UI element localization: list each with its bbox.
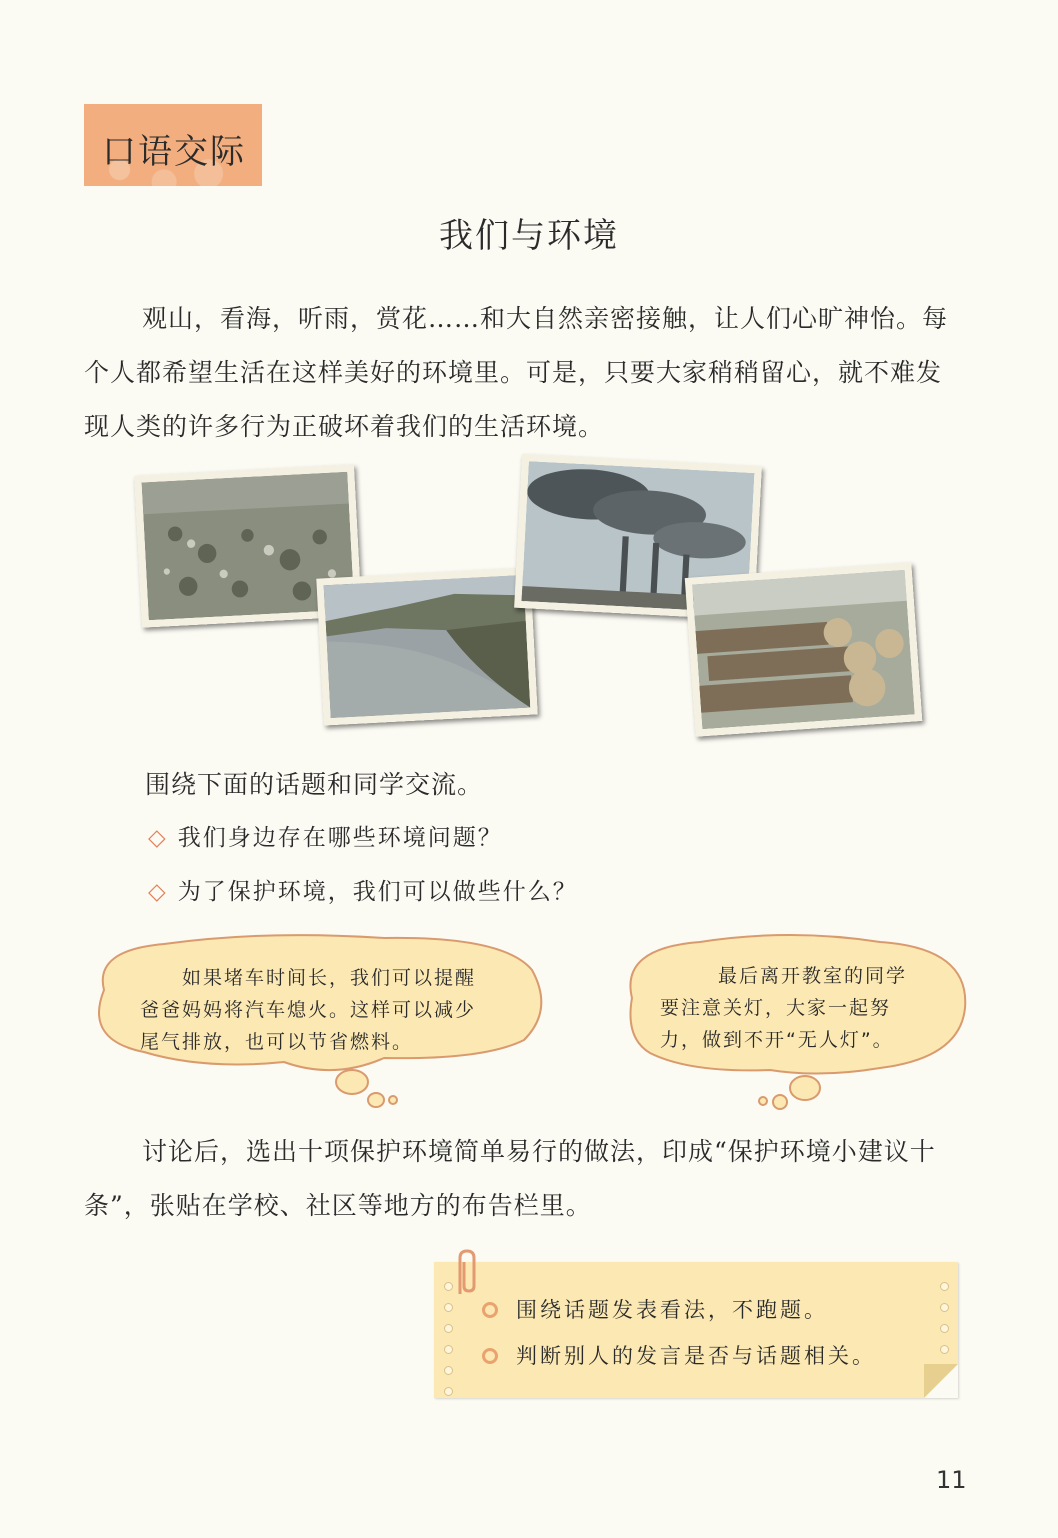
diamond-bullet-icon: ◇ — [148, 879, 168, 905]
photo-felled-logs — [685, 562, 923, 736]
circle-bullet-icon — [482, 1348, 498, 1364]
section-tag-label: 口语交际 — [102, 132, 246, 172]
discussion-paragraph: 讨论后，选出十项保护环境简单易行的做法，印成“保护环境小建议十条”，张贴在学校、社区等地方的布告栏里。 — [84, 1137, 936, 1220]
section-tag — [84, 104, 262, 186]
tip-note — [434, 1262, 958, 1398]
page-title: 我们与环境 — [439, 216, 619, 256]
note-holes — [444, 1282, 452, 1408]
bubble-text-left: 如果堵车时间长，我们可以提醒 爸爸妈妈将汽车熄火。这样可以减少 尾气排放，也可以节省燃料。 — [140, 967, 477, 1053]
diamond-bullet-icon: ◇ — [148, 825, 168, 851]
tip-item: 围绕话题发表看法，不跑题。 — [482, 1294, 828, 1324]
paperclip-icon — [450, 1248, 484, 1298]
bubble-text-right: 最后离开教室的同学 要注意关灯，大家一起努 力，做到不开“无人灯”。 — [660, 965, 908, 1051]
note-folded-corner — [924, 1364, 958, 1398]
tip-item: 判断别人的发言是否与话题相关。 — [482, 1340, 876, 1370]
question-item: ◇ 我们身边存在哪些环境问题？ — [148, 825, 503, 851]
circle-bullet-icon — [482, 1302, 498, 1318]
photo-polluted-river — [316, 568, 537, 726]
question-item: ◇ 为了保护环境，我们可以做些什么？ — [148, 879, 578, 905]
discussion-prompt: 围绕下面的话题和同学交流。 — [145, 770, 484, 799]
page-number: 11 — [936, 1466, 967, 1494]
intro-paragraph: 观山，看海，听雨，赏花……和大自然亲密接触，让人们心旷神怡。每个人都希望生活在这样美好的环境里。可是，只要大家稍稍留心，就不难发现人类的许多行为正破坏着我们的生活环境。 — [84, 304, 949, 441]
